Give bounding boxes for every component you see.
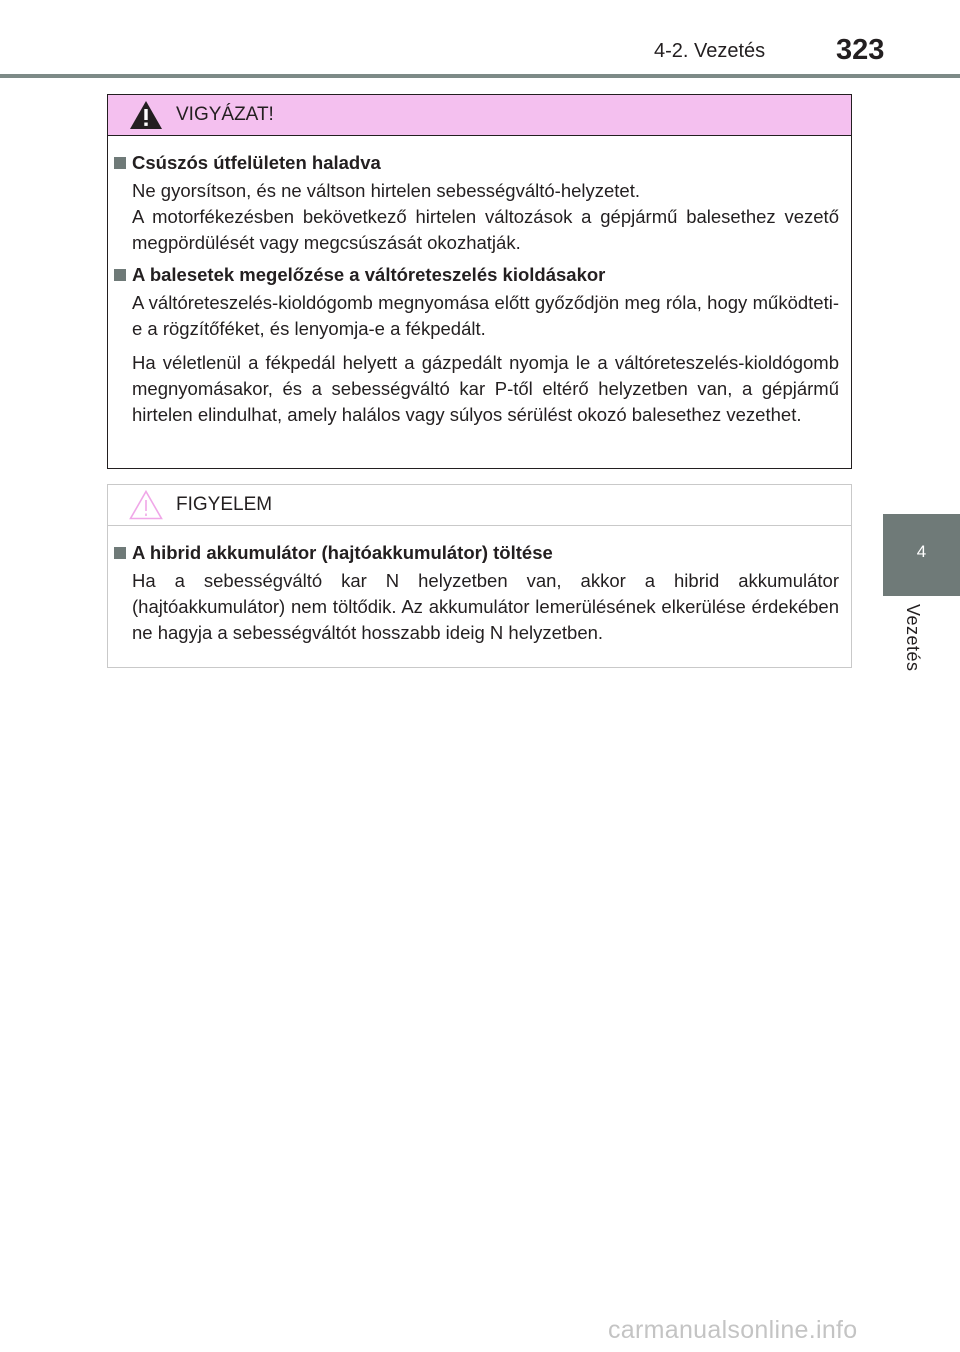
warning-box-title: VIGYÁZAT! — [176, 104, 274, 125]
item-heading — [114, 262, 839, 288]
list-item — [114, 150, 839, 256]
square-bullet-icon — [114, 269, 126, 281]
chapter-tab — [883, 514, 960, 596]
item-paragraph: A váltóreteszelés-kioldógomb megnyomása előtt győződjön meg róla, hogy működteti-e a rögzítőféket, és lenyomja-e a fékpedált. — [132, 292, 839, 339]
section-title: 4-2. Vezetés — [654, 40, 766, 62]
warning-triangle-filled-icon — [128, 99, 164, 131]
notice-box-body — [108, 526, 851, 646]
header-rule — [0, 74, 960, 78]
warning-box-header — [108, 95, 851, 136]
list-item — [114, 262, 839, 428]
notice-box-title: FIGYELEM — [176, 494, 273, 515]
item-paragraph: Ne gyorsítson, és ne váltson hirtelen sebességváltó-helyzetet. A motorfékezésben bekövetkező hirtelen változások a gépjármű balesethez vezető megpördülését vagy megcsúszását okozhatják. — [132, 180, 839, 253]
warning-box-body — [108, 136, 851, 428]
item-heading-text: A balesetek megelőzése a váltóreteszelés kioldásakor — [132, 264, 606, 285]
item-heading — [114, 150, 839, 176]
notice-box-header — [108, 485, 851, 526]
chapter-number: 4 — [916, 542, 927, 561]
watermark: carmanualsonline.info — [608, 1316, 858, 1344]
item-heading-text: A hibrid akkumulátor (hajtóakkumulátor) töltése — [132, 542, 553, 563]
warning-box — [107, 94, 852, 469]
warning-triangle-outline-icon — [128, 489, 164, 521]
chapter-label: Vezetés — [903, 604, 923, 672]
list-item — [114, 540, 839, 646]
item-paragraph: Ha véletlenül a fékpedál helyett a gázpedált nyomja le a váltóreteszelés-kioldógomb megnyomásakor, és a sebességváltó kar P-től eltérő helyzetben van, a gépjármű hirtelen elindulhat, amely halálos vagy súlyos sérülést okozó balesethez vezethet. — [132, 352, 839, 425]
square-bullet-icon — [114, 157, 126, 169]
page-number: 323 — [836, 34, 885, 66]
item-paragraph: Ha a sebességváltó kar N helyzetben van, akkor a hibrid akkumulátor (hajtóakkumulátor) nem töltődik. Az akkumulátor lemerülésének elkerülése érdekében ne hagyja a sebességváltót hosszabb ideig N helyzetben. — [132, 570, 839, 643]
square-bullet-icon — [114, 547, 126, 559]
notice-box — [107, 484, 852, 668]
item-heading — [114, 540, 839, 566]
item-heading-text: Csúszós útfelületen haladva — [132, 152, 381, 173]
